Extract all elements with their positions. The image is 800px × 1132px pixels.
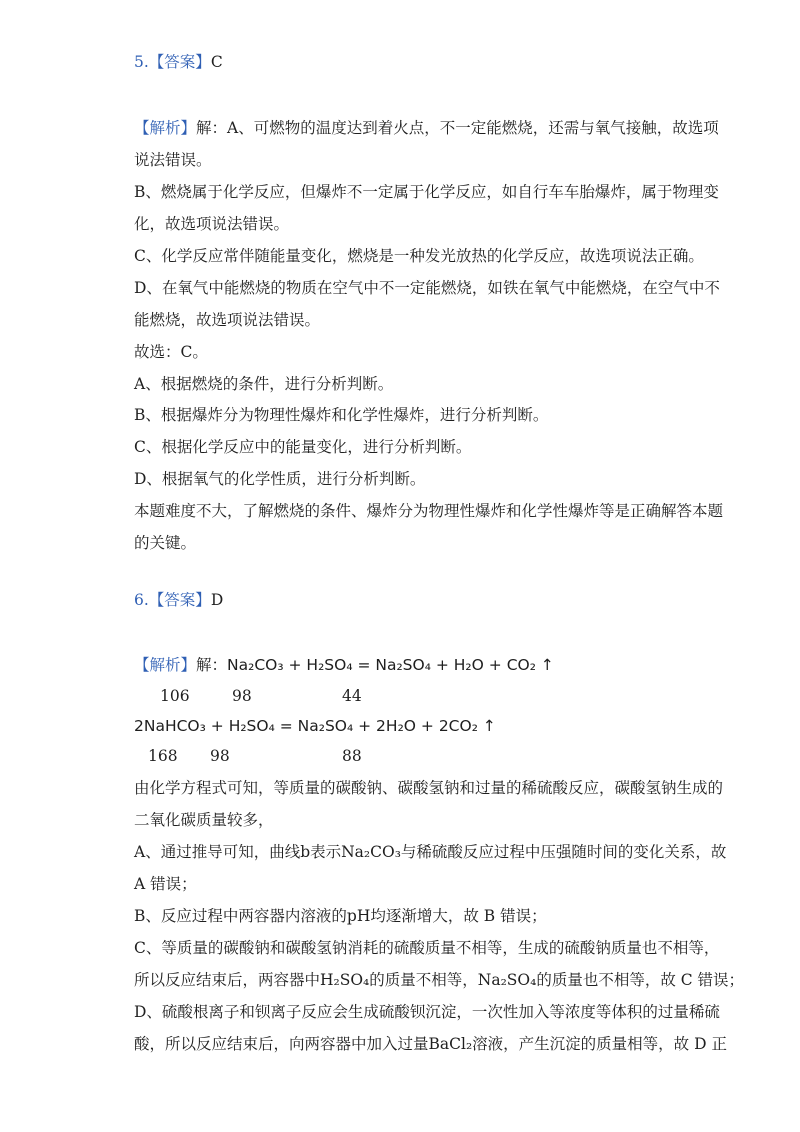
- q5-text-line: C、化学反应常伴随能量变化，燃烧是一种发光放热的化学反应，故选项说法正确。: [134, 247, 704, 265]
- eq2-mass-co2: 88: [342, 747, 362, 765]
- q5-text-line: 化，故选项说法错误。: [134, 215, 290, 233]
- q5-text-line: D、在氧气中能燃烧的物质在空气中不一定能燃烧，如铁在氧气中能燃烧，在空气中不: [134, 279, 720, 297]
- q5-number: 5.: [134, 53, 149, 71]
- q5-heading: [134, 52, 223, 72]
- q5-answer-tag: 【答案】: [148, 53, 211, 71]
- eq1-mass-co2: 44: [342, 687, 362, 705]
- eq1-mass-na2co3: 106: [160, 687, 190, 705]
- q6-intro: 解：: [196, 656, 228, 674]
- q6-text-line: 酸，所以反应结束后，向两容器中加入过量BaCl₂溶液，产生沉淀的质量相等，故 D 正: [134, 1035, 727, 1053]
- equation-1: Na₂CO₃ + H₂SO₄ = Na₂SO₄ + H₂O + CO₂ ↑: [227, 656, 554, 674]
- q5-text-line: 说法错误。: [134, 151, 212, 169]
- q5-text-line: A、根据燃烧的条件，进行分析判断。: [134, 375, 394, 393]
- q6-answer-tag: 【答案】: [148, 591, 211, 609]
- q6-text-line: 二氧化碳质量较多，: [134, 811, 274, 829]
- q6-answer: D: [210, 591, 224, 609]
- q6-heading: [134, 590, 223, 610]
- q5-text-line: 故选：C。: [134, 343, 208, 361]
- q6-number: 6.: [134, 591, 149, 609]
- q5-analysis-line: [134, 118, 719, 138]
- eq1-mass-h2so4: 98: [232, 687, 252, 705]
- q5-text-line: 本题难度不大，了解燃烧的条件、爆炸分为物理性爆炸和化学性爆炸等是正确解答本题: [134, 502, 724, 520]
- q5-text-line: B、燃烧属于化学反应，但爆炸不一定属于化学反应，如自行车车胎爆炸，属于物理变: [134, 183, 719, 201]
- q5-text-line: 解：A、可燃物的温度达到着火点，不一定能燃烧，还需与氧气接触，故选项: [196, 119, 719, 137]
- equation-2: 2NaHCO₃ + H₂SO₄ = Na₂SO₄ + 2H₂O + 2CO₂ ↑: [134, 717, 496, 735]
- q6-text-line: D、硫酸根离子和钡离子反应会生成硫酸钡沉淀，一次性加入等浓度等体积的过量稀硫: [134, 1003, 720, 1021]
- q6-analysis-line: [134, 655, 554, 675]
- q5-text-line: C、根据化学反应中的能量变化，进行分析判断。: [134, 438, 472, 456]
- q6-text-line: C、等质量的碳酸钠和碳酸氢钠消耗的硫酸质量不相等，生成的硫酸钠质量也不相等，: [134, 939, 720, 957]
- q5-text-line: B、根据爆炸分为物理性爆炸和化学性爆炸，进行分析判断。: [134, 406, 549, 424]
- eq2-mass-nahco3: 168: [148, 747, 178, 765]
- q6-text-line: B、反应过程中两容器内溶液的pH均逐渐增大，故 B 错误；: [134, 907, 547, 925]
- q5-analysis-tag: 【解析】: [134, 119, 197, 137]
- q6-analysis-tag: 【解析】: [134, 656, 197, 674]
- q5-answer: C: [210, 53, 223, 71]
- q6-text-line: 由化学方程式可知，等质量的碳酸钠、碳酸氢钠和过量的稀硫酸反应，碳酸氢钠生成的: [134, 779, 724, 797]
- q6-text-line: A 错误；: [134, 875, 197, 893]
- q5-text-line: D、根据氧气的化学性质，进行分析判断。: [134, 470, 426, 488]
- q5-text-line: 的关键。: [134, 534, 197, 552]
- q6-text-line: 所以反应结束后，两容器中H₂SO₄的质量不相等，Na₂SO₄的质量也不相等，故 C 错误；: [134, 971, 745, 989]
- eq2-mass-h2so4: 98: [210, 747, 230, 765]
- q6-text-line: A、通过推导可知，曲线b表示Na₂CO₃与稀硫酸反应过程中压强随时间的变化关系，故: [134, 843, 727, 861]
- q5-text-line: 能燃烧，故选项说法错误。: [134, 311, 321, 329]
